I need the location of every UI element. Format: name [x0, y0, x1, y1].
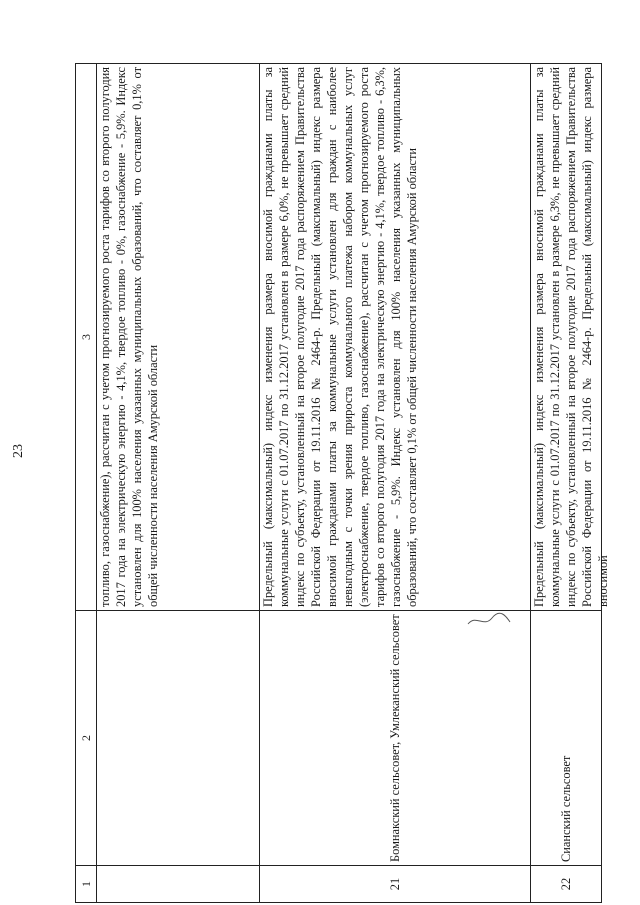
- tariff-index-table: [75, 63, 610, 903]
- index-description-cell: [531, 64, 610, 611]
- page-number-area: [0, 0, 60, 905]
- row-number: 21: [260, 866, 531, 903]
- index-description: Предельный (максимальный) индекс изменения размера вносимой гражданами платы за коммунальные услуги с 01.07.2017 по 31.12.2017 установлен в размере 6,3%, не превышает средний индекс по субъекту, установленный на второе полугодие 2017 года распоряжением Правительства Российской Федерации от 19.11.2016 № 2464-р. Предельный (максимальный) индекс размера вносимой: [532, 67, 610, 607]
- municipality-name: Бомнакский сельсовет, Умлеканский сельсовет: [260, 611, 531, 866]
- index-description: Предельный (максимальный) индекс изменения размера вносимой гражданами платы за коммунальные услуги с 01.07.2017 по 31.12.2017 установлен в размере 6,0%, не превышает средний индекс по субъекту, установленный на второе полугодие 2017 года распоряжением Правительства Российской Федерации от 19.11.2016 № 2464-р. Предельный (максимальный) индекс размера вносимой гражданами платы за коммунальные услуги установлен для граждан с наиболее невыгодным с точки зрения прироста коммунального платежа набором коммунальных услуг (электроснабжение, твердое топливо, газоснабжение), рассчитан с учетом прогнозируемого роста тарифов со второго полугодия 2017 года на электрическую энергию - 4,1%, твердое топливо - 6,3%, газоснабжение - 5,9%. Индекс установлен для 100% населения указанных муниципальных образований, что составляет 0,1% от общей численности населения Амурской области: [260, 64, 531, 611]
- rotated-table-page: [75, 63, 610, 903]
- handwritten-mark: [466, 610, 512, 630]
- row-number: [97, 866, 260, 903]
- header-col-3: 3: [76, 64, 97, 611]
- header-col-1: 1: [76, 866, 97, 903]
- index-description: топливо, газоснабжение), рассчитан с учетом прогнозируемого роста тарифов со второго полугодия 2017 года на электрическую энергию - 4,1%, твердое топливо - 0%, газоснабжение - 5,9%. Индекс установлен для 100% населения указанных муниципальных образований, что составляет 0,1% от общей численности населения Амурской области: [97, 64, 260, 611]
- page-number: 23: [11, 444, 26, 458]
- header-col-2: 2: [76, 611, 97, 866]
- table-header-row: [76, 64, 97, 903]
- municipality-name: [97, 611, 260, 866]
- municipality-name: Сианский сельсовет: [531, 611, 602, 866]
- table-row: [531, 64, 602, 903]
- table-row: [260, 64, 531, 903]
- table-row: [97, 64, 260, 903]
- row-number: 22: [531, 866, 602, 903]
